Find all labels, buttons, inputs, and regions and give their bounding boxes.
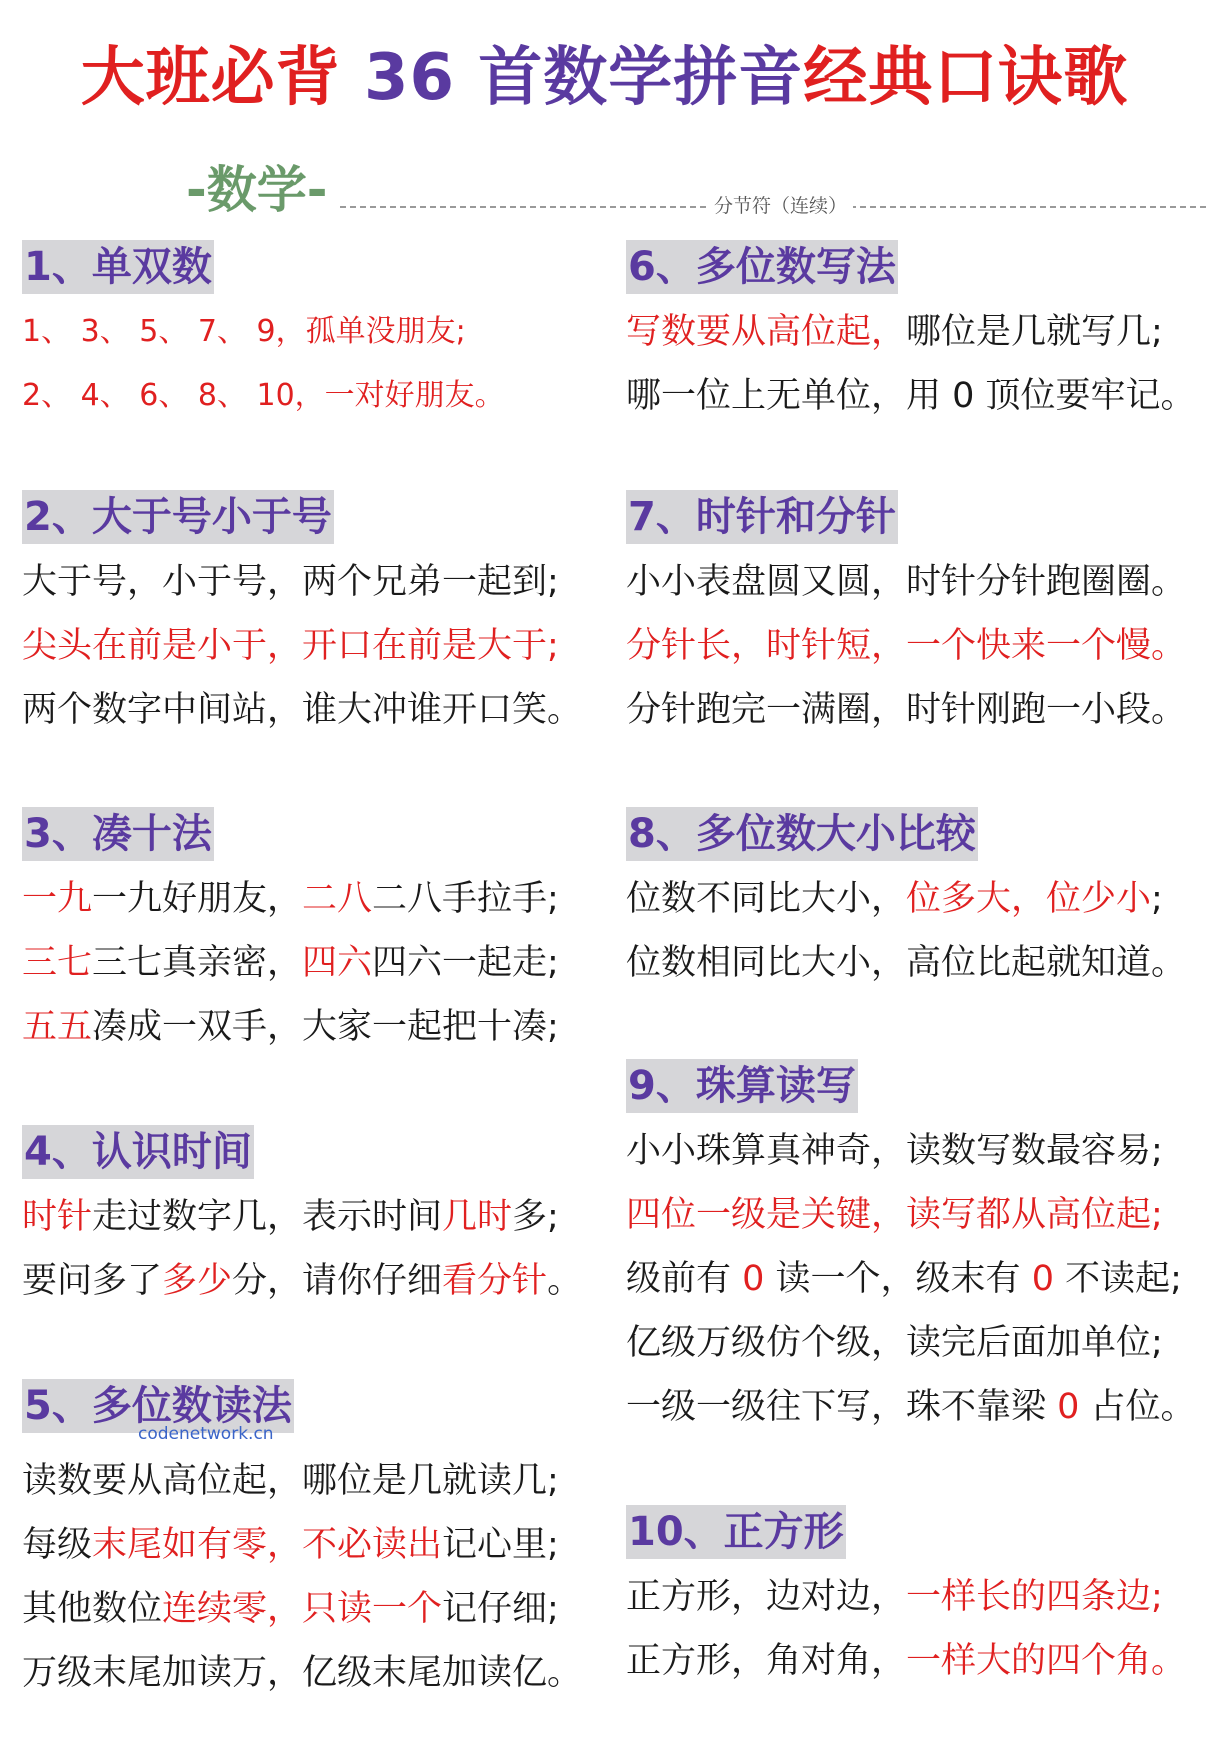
text: 。 <box>547 1261 583 1301</box>
section-7-clock-hands <box>626 490 1186 742</box>
section-6-writing-numbers <box>626 240 1196 428</box>
section-title: 2、大于号小于号 <box>22 490 334 544</box>
text: 要问多了 <box>22 1261 163 1301</box>
highlight: 时针 <box>22 1197 93 1237</box>
rhyme-line <box>626 1375 1196 1439</box>
section-8-comparing-numbers <box>626 807 1186 995</box>
section-title: 9、珠算读写 <box>626 1059 858 1113</box>
text: 每级 <box>22 1525 93 1565</box>
text: 多; <box>512 1197 559 1237</box>
text: 级前有 <box>626 1259 743 1299</box>
rhyme-line: 位数相同比大小，高位比起就知道。 <box>626 943 1187 983</box>
text: 正方形，边对边， <box>626 1577 907 1617</box>
highlight: 五五 <box>22 1007 93 1047</box>
section-title: 1、单双数 <box>22 240 214 294</box>
rhyme-line <box>22 931 559 995</box>
highlight: 一样长的四条边; <box>906 1577 1163 1617</box>
section-break-label: 分节符（连续） <box>708 194 853 218</box>
highlight: 位多大，位少小 <box>906 879 1152 919</box>
text: 三七真亲密， <box>92 943 303 983</box>
section-title: 4、认识时间 <box>22 1125 254 1179</box>
highlight: 一样大的四个角。 <box>906 1641 1187 1681</box>
text: 分，请你仔细 <box>232 1261 443 1301</box>
section-title: 7、时针和分针 <box>626 490 898 544</box>
rhyme-line: 亿级万级仿个级，读完后面加单位; <box>626 1323 1163 1363</box>
rhyme-line: 读数要从高位起，哪位是几就读几; <box>22 1461 559 1501</box>
highlight: 0 <box>742 1259 765 1299</box>
title-part-1: 大班必背 <box>80 41 341 115</box>
rhyme-line <box>626 1247 1196 1311</box>
text: 凑成一双手，大家一起把十凑; <box>92 1007 559 1047</box>
highlight: 0 <box>1031 1259 1054 1299</box>
section-title: 8、多位数大小比较 <box>626 807 978 861</box>
highlight: 0 <box>1057 1387 1080 1427</box>
highlight: 二八 <box>302 879 373 919</box>
section-9-abacus <box>626 1059 1196 1439</box>
highlight: 多少 <box>162 1261 233 1301</box>
rhyme-line: 万级末尾加读万，亿级末尾加读亿。 <box>22 1653 583 1693</box>
text: 走过数字几，表示时间 <box>92 1197 443 1237</box>
text: 其他数位 <box>22 1589 163 1629</box>
rhyme-line: 分针长，时针短，一个快来一个慢。 <box>626 626 1187 666</box>
section-1-odd-even <box>22 240 505 428</box>
text: 正方形，角对角， <box>626 1641 907 1681</box>
text: 一九好朋友， <box>92 879 303 919</box>
subject-heading: -数学- <box>186 161 328 219</box>
text: 记心里; <box>442 1525 559 1565</box>
section-title: 6、多位数写法 <box>626 240 898 294</box>
highlight: 连续零，只读一个 <box>162 1589 443 1629</box>
highlight: 四六 <box>302 943 373 983</box>
highlight: 一九 <box>22 879 93 919</box>
rhyme-line: 小小表盘圆又圆，时针分针跑圈圈。 <box>626 562 1187 602</box>
highlight: 写数要从高位起， <box>626 312 907 352</box>
rhyme-line <box>22 995 559 1059</box>
text: 记仔细; <box>442 1589 559 1629</box>
text: 不读起; <box>1053 1259 1182 1299</box>
rhyme-line <box>22 1249 582 1313</box>
section-title: 10、正方形 <box>626 1505 846 1559</box>
text: 一级一级往下写，珠不靠梁 <box>626 1387 1058 1427</box>
text: ; <box>1151 879 1163 919</box>
rhyme-line <box>22 1577 582 1641</box>
rhyme-line: 四位一级是关键，读写都从高位起; <box>626 1195 1163 1235</box>
watermark: codenetwork.cn <box>138 1424 274 1444</box>
highlight: 三七 <box>22 943 93 983</box>
rhyme-line: 小小珠算真神奇，读数写数最容易; <box>626 1131 1163 1171</box>
section-title: 3、凑十法 <box>22 807 214 861</box>
rhyme-line: 1、 3、 5、 7、 9，孤单没朋友; <box>22 314 466 349</box>
section-5-reading-numbers <box>22 1379 582 1705</box>
text: 占位。 <box>1079 1387 1196 1427</box>
text: 位数不同比大小， <box>626 879 907 919</box>
title-part-3: 经典口诀歌 <box>803 41 1129 115</box>
rhyme-line <box>22 867 559 931</box>
page-title <box>0 38 1209 118</box>
section-4-telling-time <box>22 1125 582 1313</box>
section-10-square <box>626 1505 1186 1693</box>
section-title: 5、多位数读法 <box>22 1379 294 1433</box>
highlight: 几时 <box>442 1197 513 1237</box>
highlight: 看分针 <box>442 1261 548 1301</box>
text: 四六一起走; <box>372 943 559 983</box>
rhyme-line <box>626 300 1196 364</box>
highlight: 末尾如有零，不必读出 <box>92 1525 443 1565</box>
rhyme-line: 尖头在前是小于，开口在前是大于; <box>22 626 559 666</box>
title-part-2: 36 首数学拼音 <box>363 41 804 115</box>
rhyme-line <box>626 867 1186 931</box>
text: 读一个，级末有 <box>764 1259 1032 1299</box>
rhyme-line <box>22 1513 582 1577</box>
rhyme-line <box>626 1565 1186 1629</box>
rhyme-line <box>22 1185 582 1249</box>
text: 二八手拉手; <box>372 879 559 919</box>
rhyme-line <box>626 1629 1186 1693</box>
rhyme-line: 两个数字中间站，谁大冲谁开口笑。 <box>22 690 583 730</box>
section-2-greater-less <box>22 490 582 742</box>
rhyme-line: 分针跑完一满圈，时针刚跑一小段。 <box>626 690 1187 730</box>
rhyme-line: 2、 4、 6、 8、 10，一对好朋友。 <box>22 378 505 413</box>
section-3-make-ten <box>22 807 559 1059</box>
text: 哪位是几就写几; <box>906 312 1163 352</box>
rhyme-line: 哪一位上无单位，用 0 顶位要牢记。 <box>626 376 1196 416</box>
rhyme-line: 大于号，小于号，两个兄弟一起到; <box>22 562 559 602</box>
